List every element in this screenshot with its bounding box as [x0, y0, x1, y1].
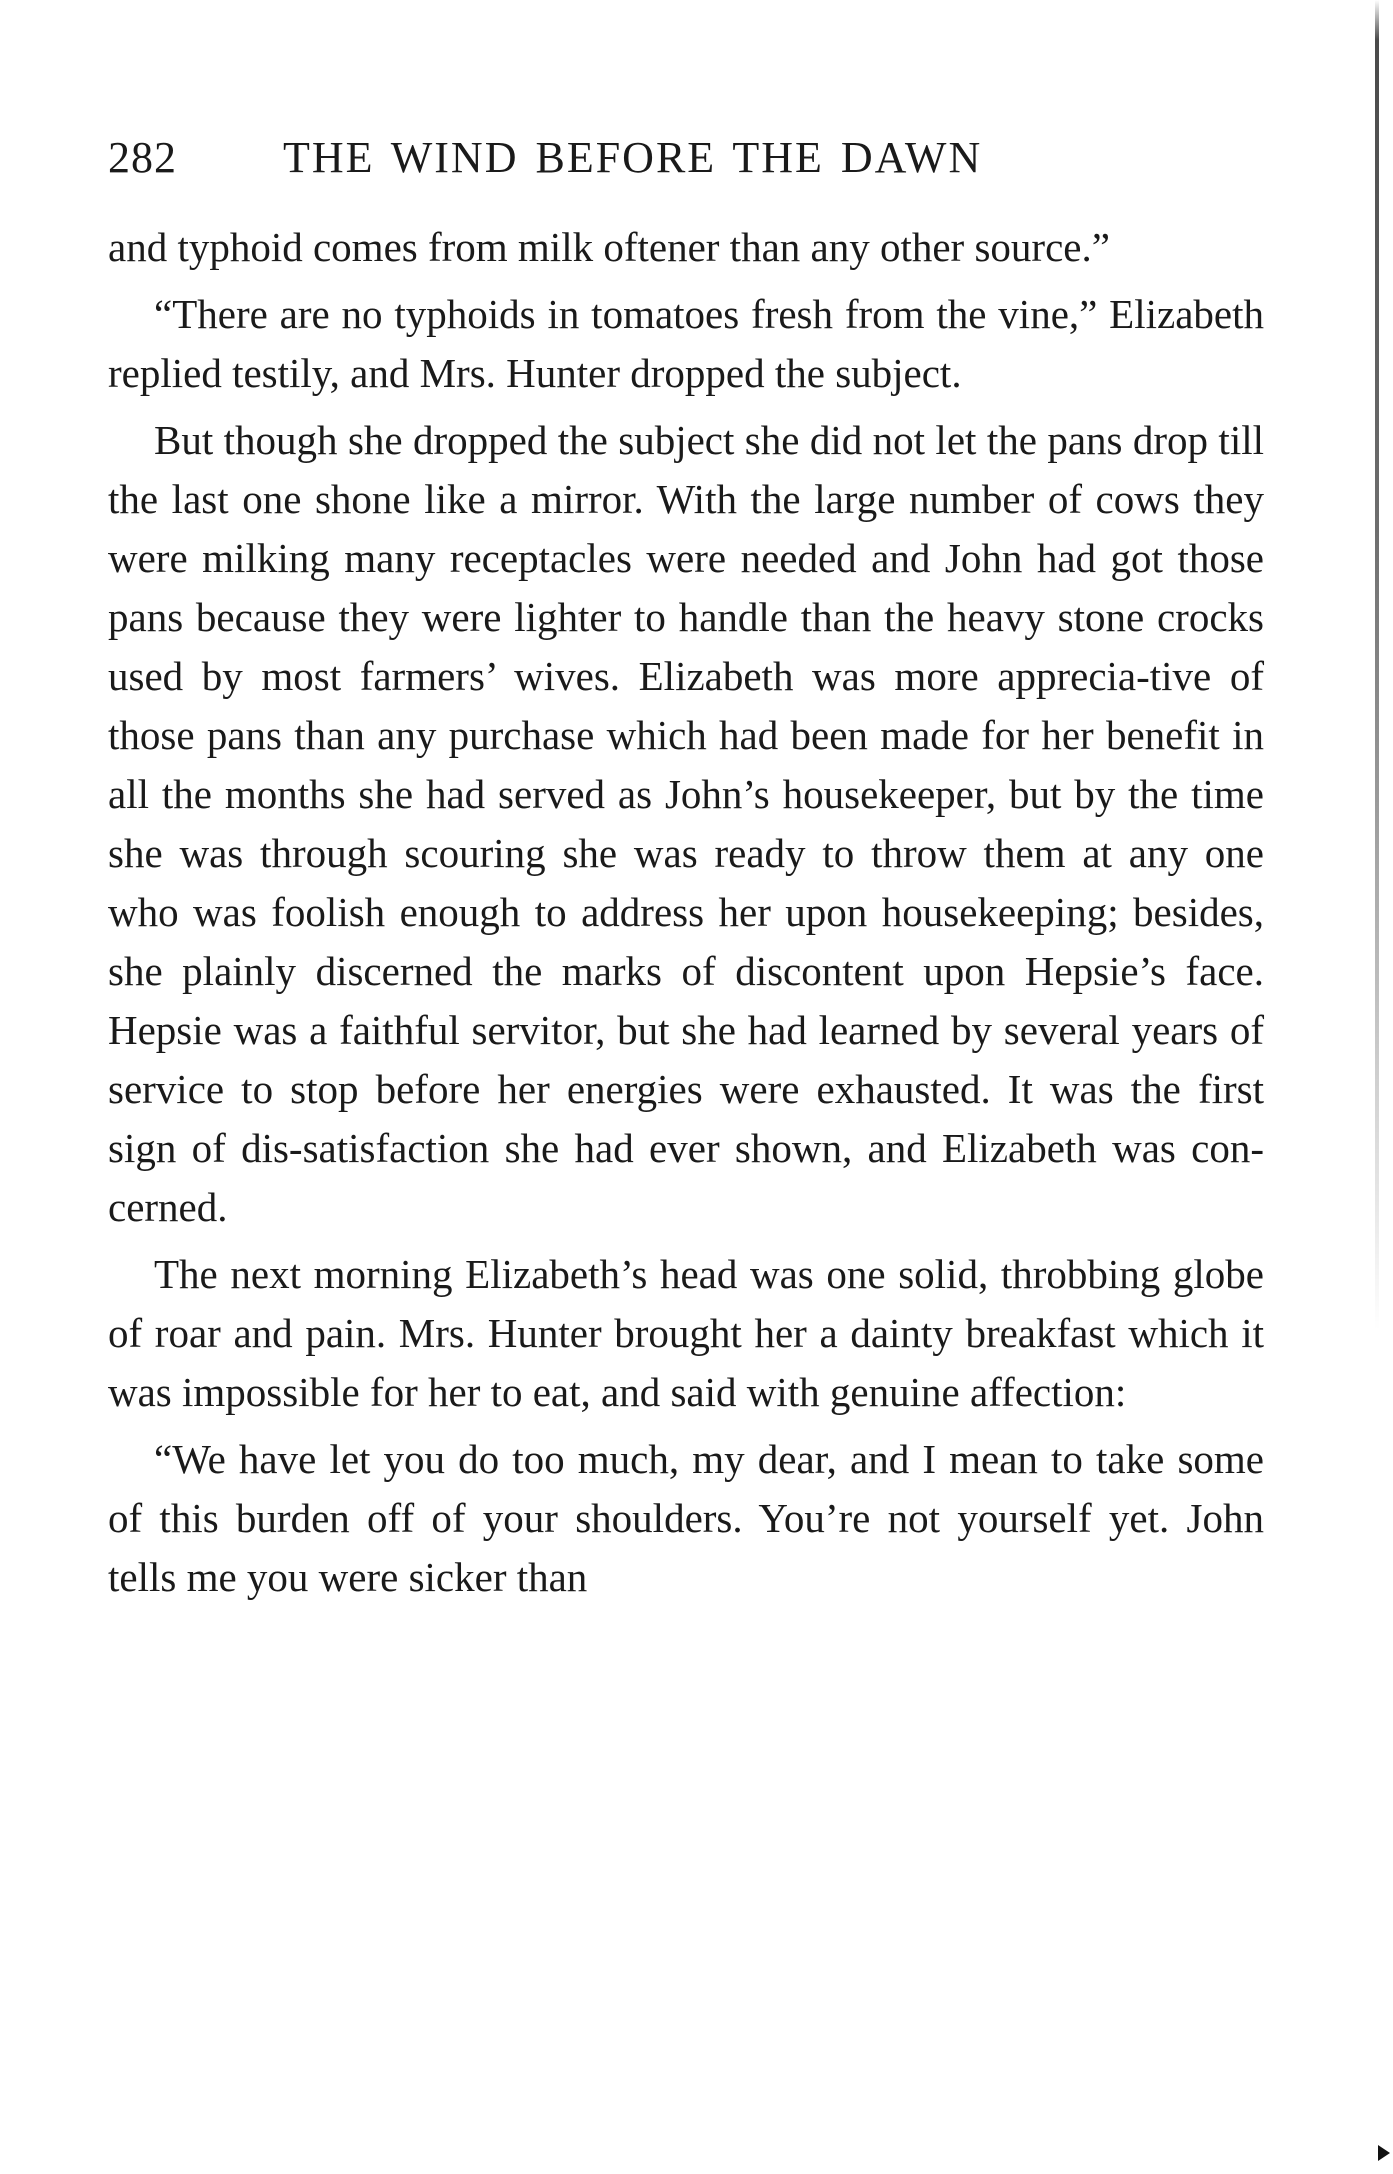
page-header	[108, 132, 1268, 192]
paragraph-quote: “We have let you do too much, my dear, and I mean to take some of this burden off of your shoulders. You’re not yourself yet. John tells me you were sicker than	[108, 1436, 1264, 1600]
body-text	[108, 218, 1264, 1615]
book-spine-edge	[1375, 0, 1379, 1330]
paragraph-tomatoes: “There are no typhoids in tomatoes fresh from the vine,” Elizabeth replied testily, and Mrs. Hunter dropped the subject.	[108, 291, 1264, 396]
page-number: 282	[108, 133, 177, 182]
running-title: THE WIND BEFORE THE DAWN	[283, 133, 983, 182]
paragraph-pans: But though she dropped the subject she did not let the pans drop till the last one shone like a mirror. With the large number of cows they were milking many receptacles were needed and John had got those pans because they were lighter to handle than the heavy stone crocks used by most farmers’ wives. Elizabeth was more apprecia-tive of those pans than any purchase which had been made for her benefit in all the months she had served as John’s housekeeper, but by the time she was through scouring she was ready to throw them at any one who was foolish enough to address her upon housekeeping; besides, she plainly discerned the marks of discontent upon Hepsie’s face. Hepsie was a faithful servitor, but she had learned by several years of service to stop before her energies were exhausted. It was the first sign of dis-satisfaction she had ever shown, and Elizabeth was con-cerned.	[108, 417, 1264, 1230]
corner-arrow-icon	[1378, 2145, 1390, 2161]
paragraph-next-morning: The next morning Elizabeth’s head was one solid, throbbing globe of roar and pain. Mrs. Hunter brought her a dainty breakfast which it was impossible for her to eat, and said with genuine affection:	[108, 1251, 1264, 1415]
paragraph-continuation: and typhoid comes from milk oftener than any other source.”	[108, 224, 1110, 270]
